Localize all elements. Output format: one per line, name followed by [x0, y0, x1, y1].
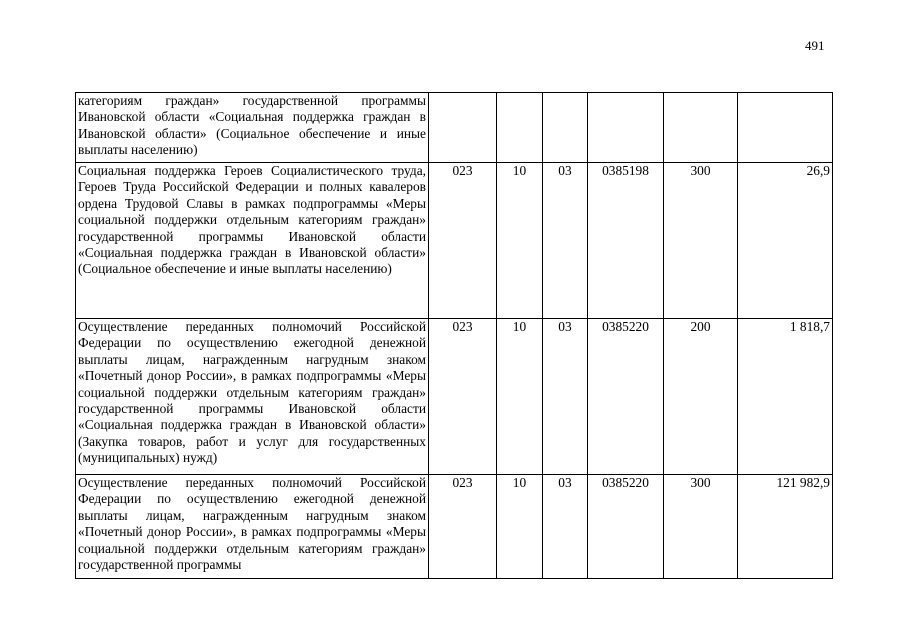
- table-row: [76, 93, 833, 163]
- row-expense-type: 300: [664, 163, 738, 319]
- row-amount: [738, 93, 833, 163]
- row-section-code: [497, 93, 543, 163]
- row-ministry-code: 023: [429, 319, 497, 475]
- row-target-article: 0385220: [588, 475, 664, 579]
- row-description: Осуществление переданных полномочий Российской Федерации по осуществлению ежегодной денежной выплаты лицам, награжденным нагрудным знаком «Почетный донор России», в рамках подпрограммы «Меры социальной поддержки отдельным категориям граждан» государственной программы: [76, 475, 429, 579]
- budget-table: [75, 92, 833, 579]
- row-description: Осуществление переданных полномочий Российской Федерации по осуществлению ежегодной денежной выплаты лицам, награжденным нагрудным знаком «Почетный донор России», в рамках подпрограммы «Меры социальной поддержки отдельным категориям граждан» государственной программы Ивановской области «Социальная поддержка граждан в Ивановской области» (Закупка товаров, работ и услуг для государственных (муниципальных) нужд): [76, 319, 429, 475]
- row-amount: 26,9: [738, 163, 833, 319]
- row-section-code: 10: [497, 475, 543, 579]
- row-ministry-code: 023: [429, 475, 497, 579]
- row-section-code: 10: [497, 319, 543, 475]
- page-number: 491: [805, 38, 825, 53]
- row-subsection-code: [543, 93, 588, 163]
- row-description: Социальная поддержка Героев Социалистического труда, Героев Труда Российской Федерации и полных кавалеров ордена Трудовой Славы в рамках подпрограммы «Меры социальной поддержки отдельным категориям граждан» государственной программы Ивановской области «Социальная поддержка граждан в Ивановской области» (Социальное обеспечение и иные выплаты населению): [76, 163, 429, 319]
- row-target-article: 0385220: [588, 319, 664, 475]
- row-description: категориям граждан» государственной программы Ивановской области «Социальная поддержка граждан в Ивановской области» (Социальное обеспечение и иные выплаты населению): [76, 93, 429, 163]
- row-section-code: 10: [497, 163, 543, 319]
- table-row: [76, 475, 833, 579]
- row-expense-type: 200: [664, 319, 738, 475]
- row-target-article: [588, 93, 664, 163]
- row-subsection-code: 03: [543, 163, 588, 319]
- row-subsection-code: 03: [543, 475, 588, 579]
- row-target-article: 0385198: [588, 163, 664, 319]
- row-subsection-code: 03: [543, 319, 588, 475]
- row-ministry-code: [429, 93, 497, 163]
- row-expense-type: [664, 93, 738, 163]
- row-expense-type: 300: [664, 475, 738, 579]
- row-amount: 121 982,9: [738, 475, 833, 579]
- row-ministry-code: 023: [429, 163, 497, 319]
- table-row: [76, 319, 833, 475]
- table-row: [76, 163, 833, 319]
- row-amount: 1 818,7: [738, 319, 833, 475]
